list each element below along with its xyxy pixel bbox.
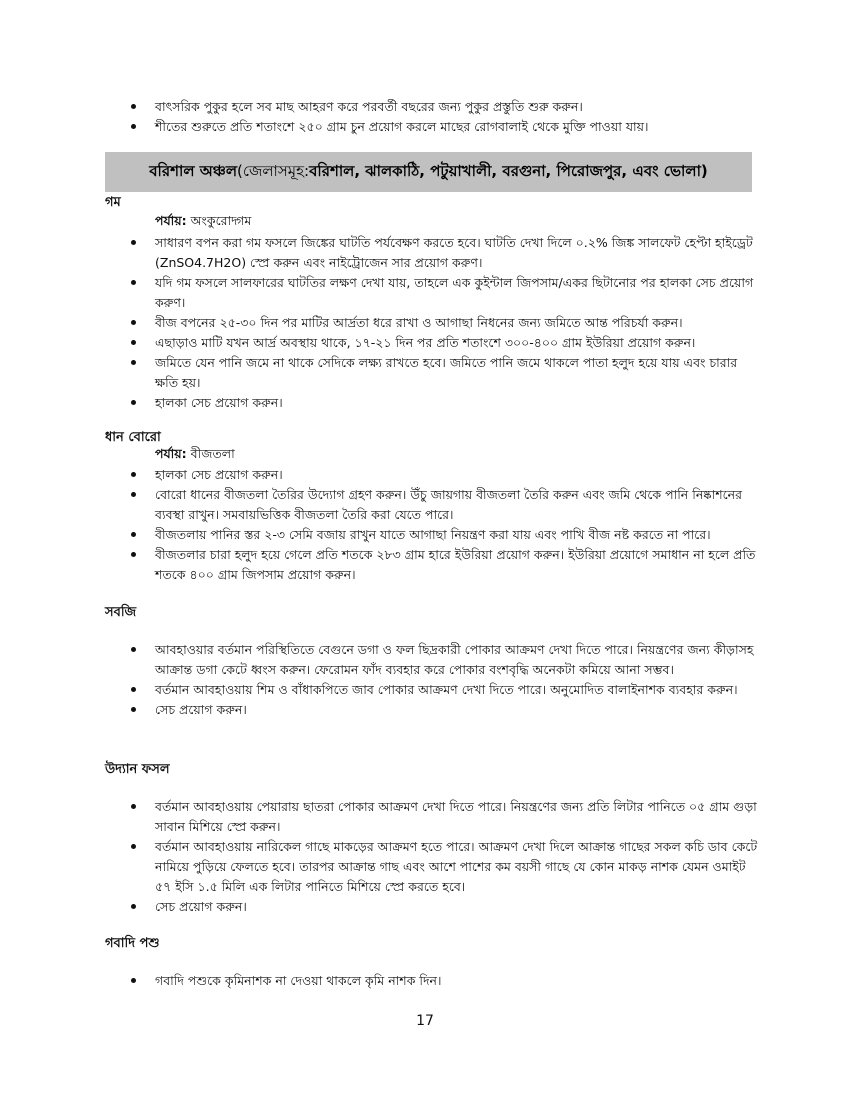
region-title: বরিশাল অঞ্চল	[149, 161, 237, 180]
fisheries-advice-list	[131, 97, 761, 137]
bullet-icon	[131, 844, 136, 849]
bullet-icon	[131, 104, 136, 109]
vegetables-advice-list	[131, 640, 761, 720]
bullet-icon	[131, 240, 136, 245]
list-item: বীজ বপনের ২৫-৩০ দিন পর মাটির আর্দ্রতা ধরে রাখা ও আগাছা নিধনের জন্য জমিতে আন্ত পরিচর্যা করুন।	[131, 313, 761, 333]
districts-prefix: (জেলাসমূহ:	[237, 161, 310, 180]
livestock-advice-list	[131, 971, 761, 991]
boro-advice-list	[131, 465, 761, 585]
list-item: বীজতলার চারা হলুদ হয়ে গেলে প্রতি শতকে ২৮৩ গ্রাম হারে ইউরিয়া প্রয়োগ করুন। ইউরিয়া প্রয়োগে সমাধান না হলে প্রতি শতকে ৪০০ গ্রাম জিপসাম প্রয়োগ করুন।	[131, 545, 761, 585]
bullet-icon	[131, 472, 136, 477]
region-banner	[105, 152, 752, 192]
horticulture-advice-list	[131, 797, 761, 917]
section-heading-livestock: গবাদি পশু	[105, 936, 160, 951]
bullet-icon	[131, 492, 136, 497]
stage-value: অংকুরোদ্গম	[186, 213, 252, 228]
list-item: হালকা সেচ প্রয়োগ করুন।	[131, 393, 761, 413]
bullet-icon	[131, 687, 136, 692]
stage-value: বীজতলা	[186, 446, 235, 461]
wheat-stage	[155, 213, 251, 233]
bullet-icon	[131, 532, 136, 537]
bullet-icon	[131, 320, 136, 325]
section-heading-vegetables: সবজি	[105, 605, 137, 620]
list-item: বীজতলায় পানির স্তর ২-৩ সেমি বজায় রাখুন যাতে আগাছা নিয়ন্ত্রণ করা যায় এবং পাখি বীজ নষ্ট করতে না পারে।	[131, 525, 761, 545]
list-item: গবাদি পশুকে কৃমিনাশক না দেওয়া থাকলে কৃমি নাশক দিন।	[131, 971, 761, 991]
list-item: আবহাওয়ার বর্তমান পরিস্থিতিতে বেগুনে ডগা ও ফল ছিদ্রকারী পোকার আক্রমণ দেখা দিতে পারে। নিয়ন্ত্রণের জন্য কীড়াসহ আক্রান্ত ডগা কেটে ধ্বংস করুন। ফেরোমন ফাঁদ ব্যবহার করে পোকার বংশবৃদ্ধি অনেকটা কমিয়ে আনা সম্ভব।	[131, 640, 761, 680]
bullet-icon	[131, 707, 136, 712]
list-item: বর্তমান আবহাওয়ায় নারিকেল গাছে মাকড়ের আক্রমণ হতে পারে। আক্রমণ দেখা দিলে আক্রান্ত গাছের সকল কচি ডাব কেটে নামিয়ে পুড়িয়ে ফেলতে হবে। তারপর আক্রান্ত গাছ এবং আশে পাশের কম বয়সী গাছে যে কোন মাকড় নাশক যেমন ওমাইট ৫৭ ইসি ১.৫ মিলি এক লিটার পানিতে মিশিয়ে স্প্রে করতে হবে।	[131, 837, 761, 897]
section-heading-horticulture: উদ্যান ফসল	[105, 762, 170, 777]
stage-label: পর্যায়:	[155, 213, 187, 228]
list-item: বর্তমান আবহাওয়ায় শিম ও বাঁধাকপিতে জাব পোকার আক্রমণ দেখা দিতে পারে। অনুমোদিত বালাইনাশক ব্যবহার করুন।	[131, 680, 761, 700]
page-number: 17	[416, 1013, 434, 1029]
section-heading-boro: ধান বোরো	[105, 430, 161, 445]
list-item: যদি গম ফসলে সালফারের ঘাটতির লক্ষণ দেখা যায়, তাহলে এক কুইন্টাল জিপসাম/একর ছিটানোর পর হালকা সেচ প্রয়োগ করুণ।	[131, 273, 761, 313]
list-item: বর্তমান আবহাওয়ায় পেয়ারায় ছাতরা পোকার আক্রমণ দেখা দিতে পারে। নিয়ন্ত্রণের জন্য প্রতি লিটার পানিতে ০৫ গ্রাম গুড়া সাবান মিশিয়ে স্প্রে করুন।	[131, 797, 761, 837]
list-item: সেচ প্রয়োগ করুন।	[131, 897, 761, 917]
stage-label: পর্যায়:	[155, 446, 187, 461]
districts-list: বরিশাল, ঝালকাঠি, পটুয়াখালী, বরগুনা, পিরোজপুর, এবং ভোলা)	[309, 161, 708, 180]
boro-stage	[155, 446, 235, 466]
list-item: সেচ প্রয়োগ করুন।	[131, 700, 761, 720]
list-item: বোরো ধানের বীজতলা তৈরির উদ্যোগ গ্রহণ করুন। উঁচু জায়গায় বীজতলা তৈরি করুন এবং জমি থেকে পানি নিষ্কাশনের ব্যবস্থা রাখুন। সমবায়ভিত্তিক বীজতলা তৈরি করা যেতে পারে।	[131, 485, 761, 525]
list-item: বাৎসরিক পুকুর হলে সব মাছ আহরণ করে পরবর্তী বছরের জন্য পুকুর প্রস্তুতি শুরু করুন।	[131, 97, 761, 117]
list-item: সাধারণ বপন করা গম ফসলে জিঙ্কের ঘাটতি পর্যবেক্ষণ করতে হবে। ঘাটতি দেখা দিলে ০.২% জিঙ্ক সালফেট হেপ্টা হাইড্রেট (ZnSO4.7H2O) স্প্রে করুন এবং নাইট্রোজেন সার প্রয়োগ করুণ।	[131, 233, 761, 273]
list-item: জমিতে যেন পানি জমে না থাকে সেদিকে লক্ষ্য রাখতে হবে। জমিতে পানি জমে থাকলে পাতা হলুদ হয়ে যায় এবং চারার ক্ষতি হয়।	[131, 353, 761, 393]
bullet-icon	[131, 400, 136, 405]
bullet-icon	[131, 978, 136, 983]
bullet-icon	[131, 280, 136, 285]
wheat-advice-list	[131, 233, 761, 413]
section-heading-wheat: গম	[105, 195, 121, 210]
bullet-icon	[131, 360, 136, 365]
bullet-icon	[131, 647, 136, 652]
bullet-icon	[131, 552, 136, 557]
list-item: হালকা সেচ প্রয়োগ করুন।	[131, 465, 761, 485]
bullet-icon	[131, 804, 136, 809]
list-item: এছাড়াও মাটি যখন আর্দ্র অবস্থায় থাকে, ১৭-২১ দিন পর প্রতি শতাংশে ৩০০-৪০০ গ্রাম ইউরিয়া প্রয়োগ করুন।	[131, 333, 761, 353]
bullet-icon	[131, 904, 136, 909]
list-item: শীতের শুরুতে প্রতি শতাংশে ২৫০ গ্রাম চুন প্রয়োগ করলে মাছের রোগবালাই থেকে মুক্তি পাওয়া যায়।	[131, 117, 761, 137]
bullet-icon	[131, 124, 136, 129]
bullet-icon	[131, 340, 136, 345]
